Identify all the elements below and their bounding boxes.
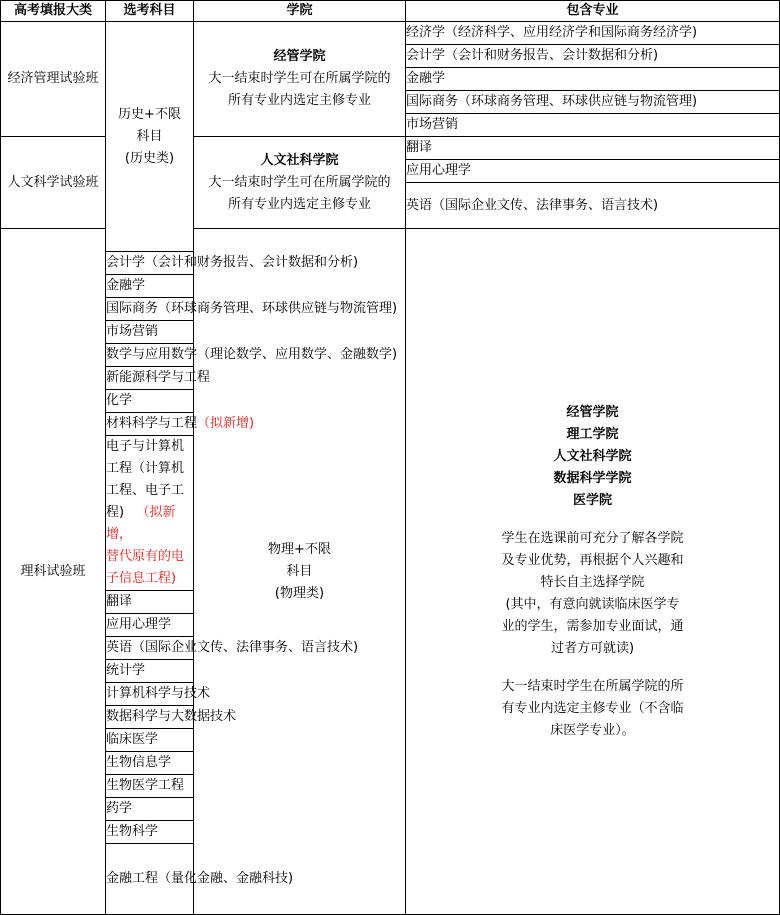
major-cell: 化学 — [106, 390, 194, 413]
college-name: 数据科学学院 — [553, 470, 632, 486]
subject-cell-physics — [194, 229, 406, 915]
college-name: 经管学院 — [566, 404, 619, 420]
college-note: (其中，有意向就读临床医学专 — [505, 596, 680, 612]
major-cell: 生物信息学 — [106, 752, 194, 775]
table-row — [1, 22, 780, 45]
college-note: 业的学生，需参加专业面试，通 — [501, 618, 684, 634]
major-name: 材料科学与工程 — [106, 416, 198, 431]
major-cell: 临床医学 — [106, 729, 194, 752]
new-major-note: （拟新增) — [197, 416, 255, 431]
college-note: 有专业内选定主修专业（不含临 — [501, 700, 684, 716]
major-cell: 药学 — [106, 798, 194, 821]
major-cell: 翻译 — [106, 591, 194, 614]
college-name: 人文社科学院 — [553, 448, 632, 464]
college-note: 大一结束时学生可在所属学院的 — [208, 174, 391, 190]
major-cell: 市场营销 — [406, 114, 780, 137]
header-category: 高考填报大类 — [1, 1, 106, 22]
college-cell — [194, 137, 406, 229]
major-cell: 应用心理学 — [106, 614, 194, 637]
major-cell: 应用心理学 — [406, 160, 780, 183]
new-major-note: （拟新增， — [106, 505, 176, 542]
college-note: 学生在选课前可充分了解各学院 — [501, 530, 684, 546]
college-note: 大一结束时学生在所属学院的所 — [501, 678, 684, 694]
college-note: 所有专业内选定主修专业 — [227, 93, 371, 108]
major-cell: 金融学 — [406, 68, 780, 91]
college-cell — [194, 22, 406, 137]
major-cell: 生物医学工程 — [106, 775, 194, 798]
header-college: 学院 — [194, 1, 406, 22]
college-name: 医学院 — [572, 492, 612, 508]
college-note: 及专业优势，再根据个人兴趣和 — [501, 552, 684, 568]
major-cell: 英语（国际企业文传、法律事务、语言技术) — [406, 183, 780, 229]
college-note: 过者方可就读) — [550, 640, 635, 656]
header-subject: 选考科目 — [106, 1, 194, 22]
category-cell: 经济管理试验班 — [1, 22, 106, 137]
category-cell: 理科试验班 — [1, 229, 106, 915]
major-cell: 统计学 — [106, 660, 194, 683]
spacer — [406, 660, 779, 676]
college-cell — [406, 229, 780, 915]
subject-line: 物理+不限 — [268, 541, 331, 557]
major-cell: 会计学（会计和财务报告、会计数据和分析) — [406, 45, 780, 68]
major-cell — [106, 413, 255, 436]
major-cell: 经济学（经济科学、应用经济学和国际商务经济学) — [406, 22, 780, 45]
major-cell: 金融学 — [106, 275, 194, 298]
college-name: 理工学院 — [566, 426, 619, 442]
new-major-note: 替代原有的电子信息工程) — [106, 549, 185, 586]
college-name: 人文社科学院 — [260, 152, 339, 168]
college-note: 床医学专业）。 — [550, 722, 635, 738]
header-majors: 包含专业 — [406, 1, 780, 22]
major-cell: 市场营销 — [106, 321, 194, 344]
subject-line: 历史+不限 — [118, 106, 181, 122]
major-cell: 翻译 — [406, 137, 780, 160]
major-cell: 新能源科学与工程 — [106, 367, 194, 390]
major-cell: 英语（国际企业文传、法律事务、语言技术) — [106, 637, 194, 660]
major-cell: 计算机科学与技术 — [106, 683, 194, 706]
spacer — [406, 512, 779, 528]
header-row — [1, 1, 780, 22]
college-name: 经管学院 — [273, 49, 326, 64]
subject-line: 科目 — [286, 563, 313, 579]
college-note: 特长自主选择学院 — [540, 574, 645, 590]
major-name: 电子与计算机工程（计算机工程、电子工程) — [106, 439, 185, 520]
major-cell: 数学与应用数学（理论数学、应用数学、金融数学) — [106, 344, 194, 367]
major-cell: 数据科学与大数据技术 — [106, 706, 194, 729]
major-cell: 生物科学 — [106, 821, 194, 844]
subject-line: 科目 — [136, 128, 163, 144]
major-cell: 会计学（会计和财务报告、会计数据和分析) — [106, 252, 194, 275]
major-cell — [106, 436, 194, 591]
college-note: 大一结束时学生可在所属学院的 — [208, 71, 391, 86]
subject-line: (物理类) — [274, 585, 325, 601]
major-cell: 金融工程（量化金融、金融科技) — [106, 844, 194, 915]
subject-line: (历史类) — [124, 150, 175, 166]
major-cell: 国际商务（环球商务管理、环球供应链与物流管理) — [106, 298, 194, 321]
college-note: 所有专业内选定主修专业 — [227, 196, 371, 212]
category-cell: 人文科学试验班 — [1, 137, 106, 229]
subject-cell-history — [106, 22, 194, 252]
major-cell: 国际商务（环球商务管理、环球供应链与物流管理) — [406, 91, 780, 114]
